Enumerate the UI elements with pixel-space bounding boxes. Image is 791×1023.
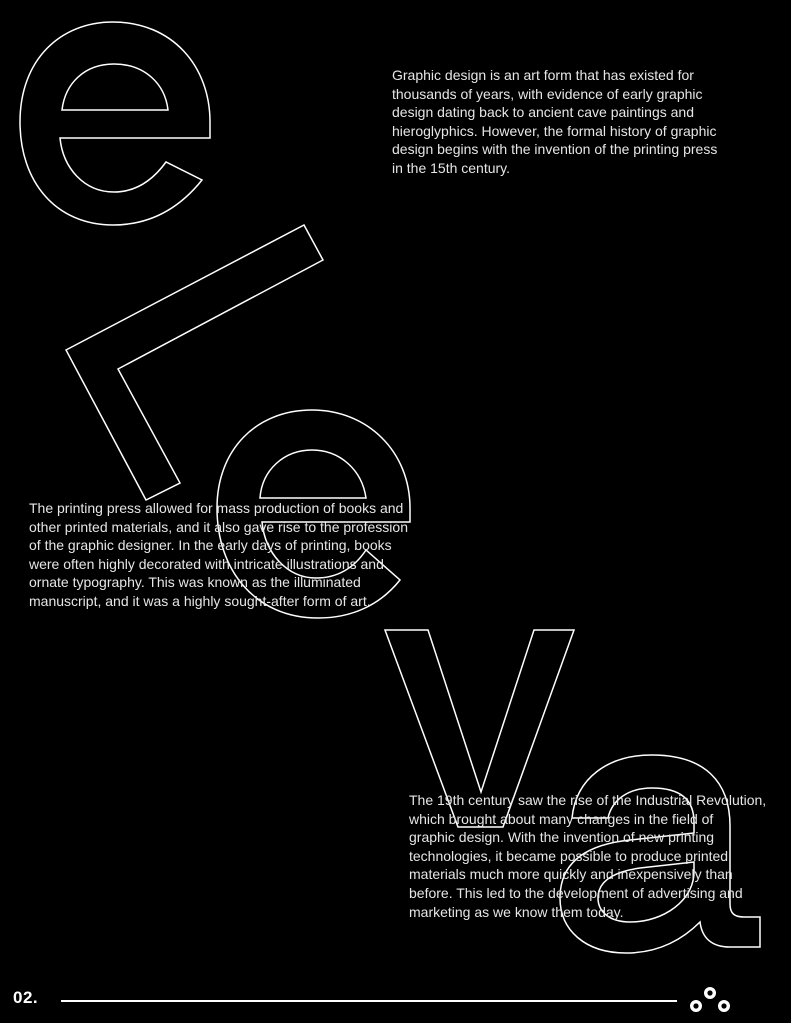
printing-press-paragraph: The printing press allowed for mass production of books and other printed materials, and it also gave rise to the profession of the graphic designer. In the early days of printing, books were often highly decorated with intricate illustrations and ornate typography. This was known as the illuminated manuscript, and it was a highly sought-after form of art.	[29, 500, 408, 609]
intro-paragraph: Graphic design is an art form that has existed for thousands of years, with evidence of early graphic design dating back to ancient cave paintings and hieroglyphics. However, the formal history of graphic design begins with the invention of the printing press in the 15th century.	[392, 67, 718, 176]
page-number: 02.	[13, 988, 39, 1007]
three-circles-icon	[686, 986, 734, 1016]
industrial-revolution-paragraph: The 19th century saw the rise of the Industrial Revolution, which brought about many changes in the field of graphic design. With the invention of new printing technologies, it became possible to produce printed materials much more quickly and inexpensively than before. This led to the development of advertising and marketing as we know them today.	[409, 792, 767, 920]
outline-letter-e-top	[20, 22, 210, 225]
outline-letter-chevron	[66, 225, 323, 500]
footer-divider	[61, 1000, 677, 1002]
